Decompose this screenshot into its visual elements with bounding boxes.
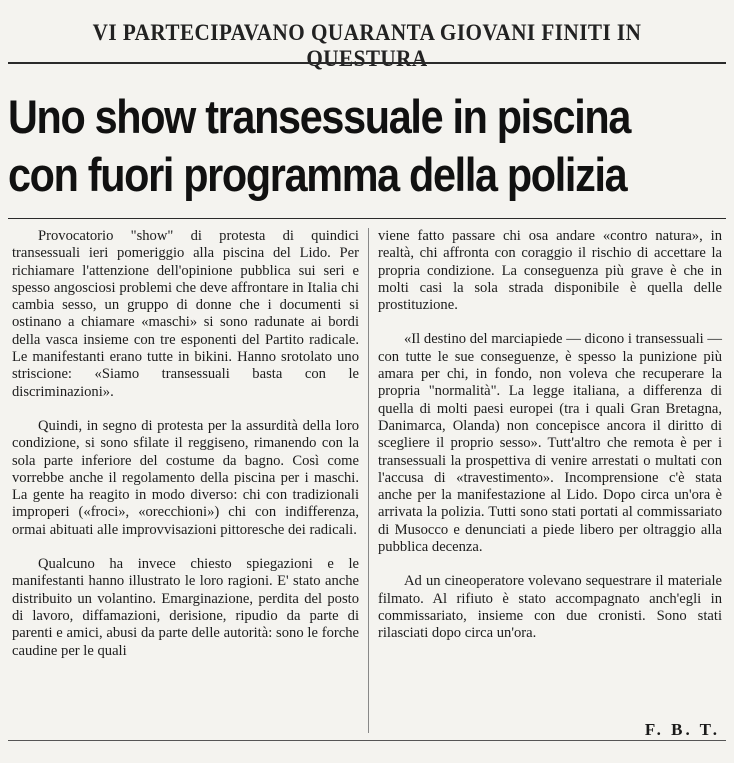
author-signature: F. B. T. <box>644 720 720 739</box>
headline <box>8 88 726 204</box>
paragraph: Ad un cineoperatore volevano sequestrare il materiale filmato. Al rifiuto è stato accompagnato anch'egli in commissariato, insieme con due cronisti. Sono stati rilasciati dopo circa un'ora. <box>378 573 722 642</box>
column-divider <box>368 228 369 733</box>
left-column <box>12 228 359 677</box>
headline-line-2: con fuori programma della polizia <box>8 148 627 201</box>
right-column <box>378 228 722 660</box>
kicker: VI PARTECIPAVANO QUARANTA GIOVANI FINITI IN QUESTURA <box>92 20 642 71</box>
top-rule <box>8 62 726 64</box>
paragraph: Qualcuno ha invece chiesto spiegazioni e le manifestanti hanno illustrato le loro ragioni. E' stato anche distribuito un volantino. Emarginazione, perdita del posto di lavoro, diffamazioni, derisione, ripudio da parte di parenti e amici, abusi da parte delle autorità: sono le forche caudine per le quali <box>12 556 359 659</box>
bottom-rule <box>8 740 726 741</box>
headline-line-1: Uno show transessuale in piscina <box>8 90 631 143</box>
paragraph: viene fatto passare chi osa andare «contro natura», in realtà, chi affronta con coraggio il rischio di accettare la propria condizione. La conseguenza più grave è che in molti casi la sola strada disponibile è quella delle prostituzione. <box>378 228 722 314</box>
paragraph: Quindi, in segno di protesta per la assurdità della loro condizione, si sono sfilate il reggiseno, rimanendo con la sola parte inferiore del costume da bagno. Così come vorrebbe anche il regolamento della piscina per i maschi. La gente ha reagito in modo diverso: chi con tradizionali improperi («froci», «orecchioni») chi con indifferenza, ormai abituati alle improvvisazioni pittoresche dei radicali. <box>12 417 359 538</box>
paragraph: «Il destino del marciapiede — dicono i transessuali — con tutte le sue conseguenze, è spesso la punizione più amara per chi, in fondo, non voleva che recuperare la propria "normalità". La legge italiana, a differenza di quella di molti paesi europei (tra i quali Gran Bretagna, Danimarca, Olanda) non concepisce ancora il diritto di scegliere il proprio sesso». Tutt'altro che remota è per i transessuali la prospettiva di venire arrestati o multati con l'accusa di «travestimento». Incomprensione c'è stata anche per la manifestazione al Lido. Dopo circa un'ora è arrivata la polizia. Tutti sono stati portati al commissariato di Musocco e denunciati a piede libero per oltraggio alla pubblica decenza. <box>378 331 722 556</box>
headline-rule <box>8 218 726 219</box>
paragraph: Provocatorio "show" di protesta di quindici transessuali ieri pomeriggio alla piscina del Lido. Per richiamare l'attenzione dell'opinione pubblica sui seri e spesso angosciosi problemi che deve affrontare in Italia chi cambia sesso, un gruppo di donne che i documenti si ostinano a chiamare «maschi» si sono radunate ai bordi della vasca insieme con tre esponenti del Partito radicale. Le manifestanti erano tutte in bikini. Hanno srotolato uno striscione: «Siamo transessuali basta con le discriminazioni». <box>12 228 359 400</box>
